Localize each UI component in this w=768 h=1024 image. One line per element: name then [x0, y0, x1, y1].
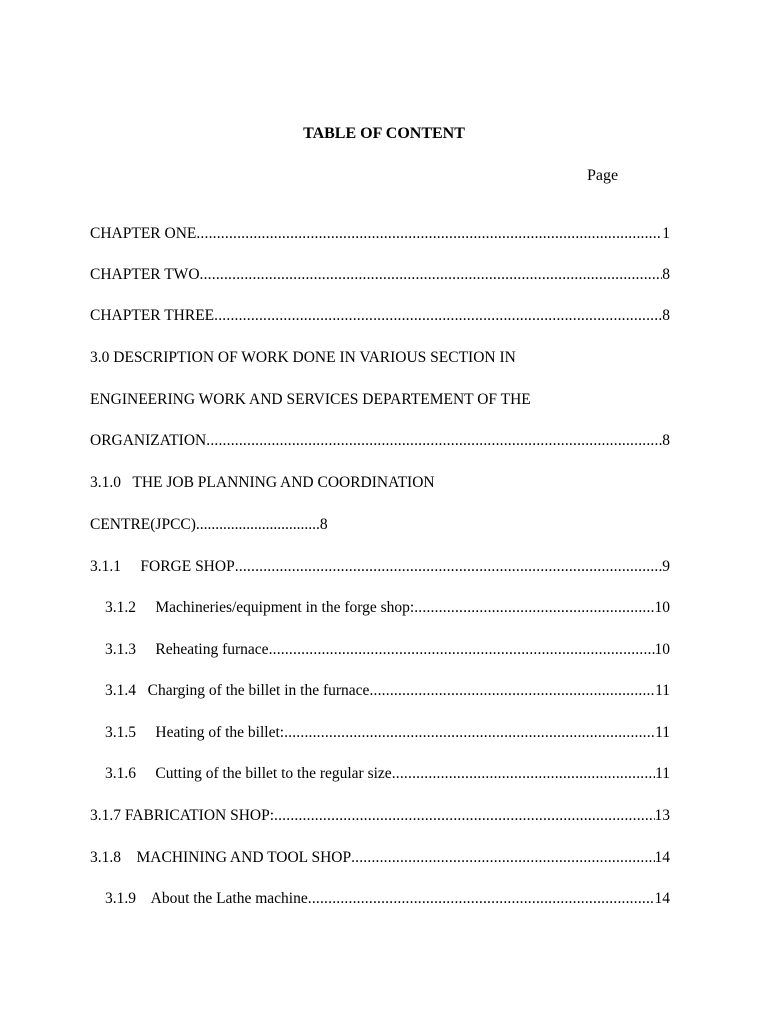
toc-entry-label: CHAPTER TWO — [90, 266, 200, 283]
toc-entry-label: CHAPTER THREE — [90, 307, 215, 324]
toc-entry-page: 11 — [655, 682, 670, 699]
leader-dots — [269, 640, 655, 660]
leader-dots — [196, 224, 662, 244]
toc-entry-page: 11 — [655, 765, 670, 782]
toc-entry — [90, 557, 670, 577]
toc-entry — [90, 473, 670, 493]
toc-entry-label: CHAPTER ONE — [90, 225, 197, 242]
toc-entry-page: 10 — [654, 599, 670, 616]
toc-entry — [90, 224, 670, 244]
toc-entry — [105, 681, 670, 701]
toc-entry-label: 3.1.4 Charging of the billet in the furnace — [105, 682, 370, 699]
toc-entry — [105, 889, 670, 909]
toc-entry-page: 9 — [662, 558, 670, 575]
toc-entry — [105, 723, 670, 743]
toc-entry-label: 3.1.0 THE JOB PLANNING AND COORDINATION — [90, 474, 435, 491]
toc-entry — [90, 848, 670, 868]
leader-dots — [392, 764, 655, 784]
page-column-header: Page — [587, 167, 619, 184]
toc-entry-page: 14 — [654, 849, 670, 866]
toc-entry-label: 3.1.5 Heating of the billet: — [105, 724, 285, 741]
toc-entry — [90, 515, 670, 535]
toc-entry-page: 8 — [662, 432, 670, 449]
toc-entry-page: 8 — [662, 266, 670, 283]
toc-entry-page: 13 — [654, 807, 670, 824]
toc-entry-page: 14 — [654, 890, 670, 907]
toc-entry — [90, 390, 670, 410]
toc-entry-label: 3.1.3 Reheating furnace — [105, 641, 269, 658]
toc-entry-page: 1 — [662, 225, 670, 242]
toc-entry — [105, 764, 670, 784]
leader-dots — [235, 557, 663, 577]
leader-dots — [369, 681, 655, 701]
leader-dots — [200, 265, 663, 285]
toc-entry-label: CENTRE(JPCC)................................8 — [90, 516, 328, 533]
leader-dots — [206, 431, 662, 451]
toc-entry-label: 3.1.1 FORGE SHOP — [90, 558, 235, 575]
leader-dots — [214, 306, 662, 326]
toc-entry-label: 3.1.8 MACHINING AND TOOL SHOP — [90, 849, 352, 866]
toc-entry — [90, 348, 670, 368]
toc-entry-label: 3.1.6 Cutting of the billet to the regular size — [105, 765, 392, 782]
toc-title — [0, 124, 768, 144]
toc-entry-page: 10 — [654, 641, 670, 658]
toc-entry — [90, 306, 670, 326]
leader-dots — [284, 723, 655, 743]
toc-entry-page: 11 — [655, 724, 670, 741]
toc-entry — [105, 640, 670, 660]
toc-entry-label: 3.0 DESCRIPTION OF WORK DONE IN VARIOUS SECTION IN — [90, 349, 516, 366]
leader-dots — [308, 889, 655, 909]
toc-title-text: TABLE OF CONTENT — [303, 125, 465, 142]
toc-entry-label: 3.1.9 About the Lathe machine — [105, 890, 308, 907]
leader-dots — [351, 848, 654, 868]
toc-entry-label: ENGINEERING WORK AND SERVICES DEPARTEMENT OF THE — [90, 391, 531, 408]
toc-entry — [90, 431, 670, 451]
toc-entry — [90, 265, 670, 285]
leader-dots — [274, 806, 654, 826]
toc-entry-label: 3.1.7 FABRICATION SHOP: — [90, 807, 275, 824]
toc-entry — [90, 806, 670, 826]
toc-entry-label: 3.1.2 Machineries/equipment in the forge shop: — [105, 599, 415, 616]
toc-entry-label: ORGANIZATION — [90, 432, 207, 449]
toc-entry — [105, 598, 670, 618]
toc-entry-page: 8 — [662, 307, 670, 324]
leader-dots — [414, 598, 654, 618]
